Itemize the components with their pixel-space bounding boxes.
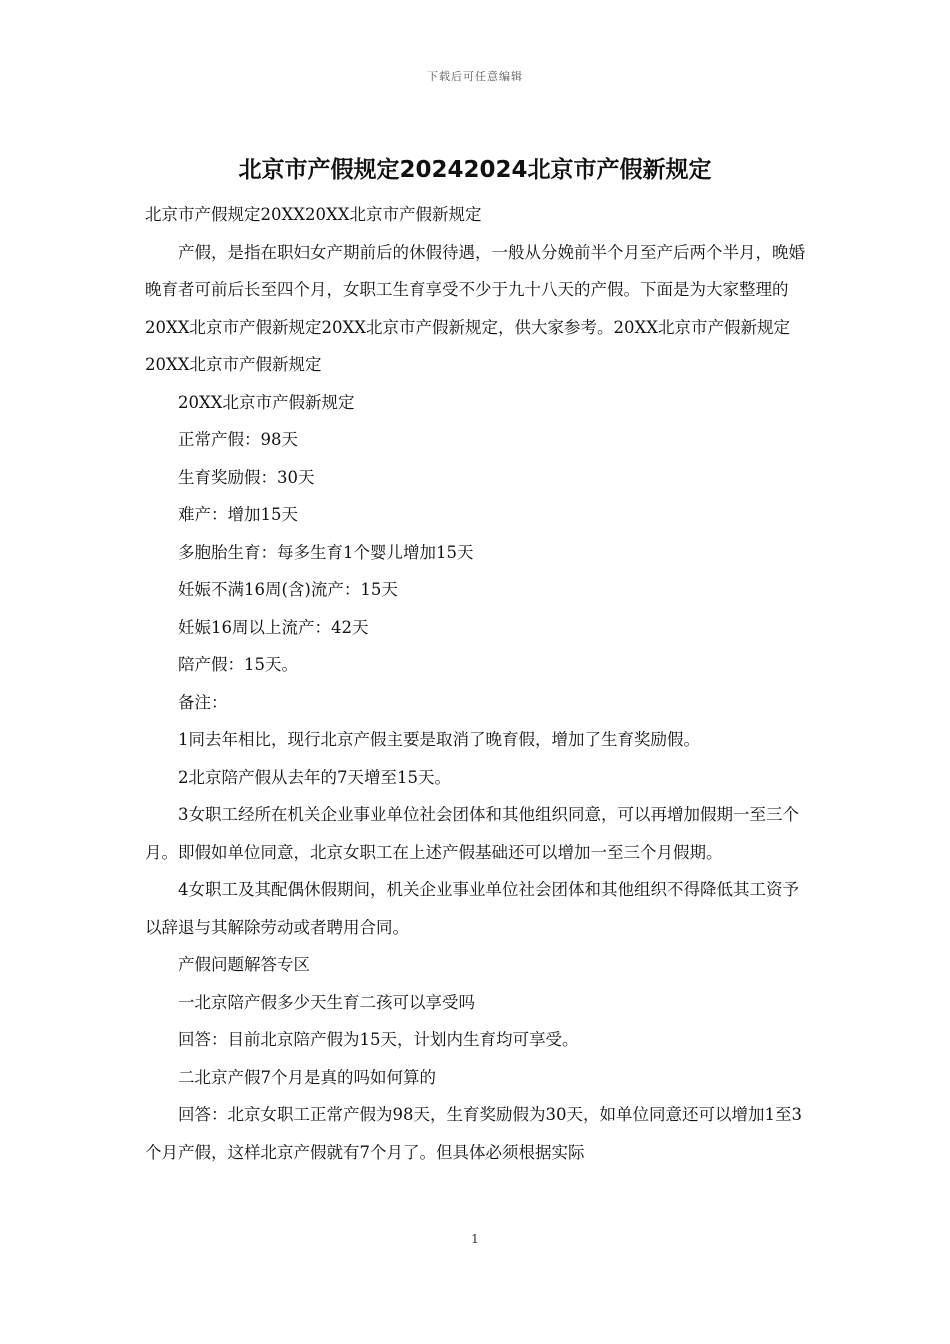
note-item: 1同去年相比，现行北京产假主要是取消了晚育假，增加了生育奖励假。 [178,730,700,749]
page-number: 1 [471,1232,479,1246]
note-item: 4女职工及其配偶休假期间，机关企业事业单位社会团体和其他组织不得降低其工资予以辞退与其解除劳动或者聘用合同。 [145,880,799,937]
faq-answer: 回答：目前北京陪产假为15天，计划内生育均可享受。 [178,1030,579,1049]
intro-paragraph: 产假，是指在职妇女产期前后的休假待遇，一般从分娩前半个月至产后两个半月，晚婚晚育者可前后长至四个月，女职工生育享受不少于九十八天的产假。下面是为大家整理的20XX北京市产假新规定20XX北京市产假新规定，供大家参考。20XX北京市产假新规定20XX北京市产假新规定 [145,242,805,374]
faq-question: 二北京产假7个月是真的吗如何算的 [178,1067,436,1087]
note-item: 3女职工经所在机关企业事业单位社会团体和其他组织同意，可以再增加假期一至三个月。即假如单位同意，北京女职工在上述产假基础还可以增加一至三个月假期。 [145,805,799,862]
list-item: 妊娠16周以上流产：42天 [178,617,369,637]
subtitle-paragraph: 北京市产假规定20XX20XX北京市产假新规定 [145,205,482,224]
faq-answer: 回答：北京女职工正常产假为98天，生育奖励假为30天，如单位同意还可以增加1至3个月产假，这样北京产假就有7个月了。但具体必须根据实际 [145,1105,802,1162]
header-note: 下载后可任意编辑 [427,70,523,83]
list-item: 生育奖励假：30天 [178,467,315,487]
list-item: 多胞胎生育：每多生育1个婴儿增加15天 [178,542,474,562]
list-item: 难产：增加15天 [178,505,298,524]
faq-heading: 产假问题解答专区 [178,955,310,974]
faq-question: 一北京陪产假多少天生育二孩可以享受吗 [178,992,475,1012]
section-heading: 20XX北京市产假新规定 [178,392,355,412]
list-item: 妊娠不满16周(含)流产：15天 [178,580,398,599]
notes-heading: 备注： [178,692,228,712]
document-title: 北京市产假规定20242024北京市产假新规定 [238,157,712,183]
list-item: 陪产假：15天。 [178,655,298,674]
document-body [145,196,807,1171]
list-item: 正常产假：98天 [178,430,298,449]
note-item: 2北京陪产假从去年的7天增至15天。 [178,767,451,787]
